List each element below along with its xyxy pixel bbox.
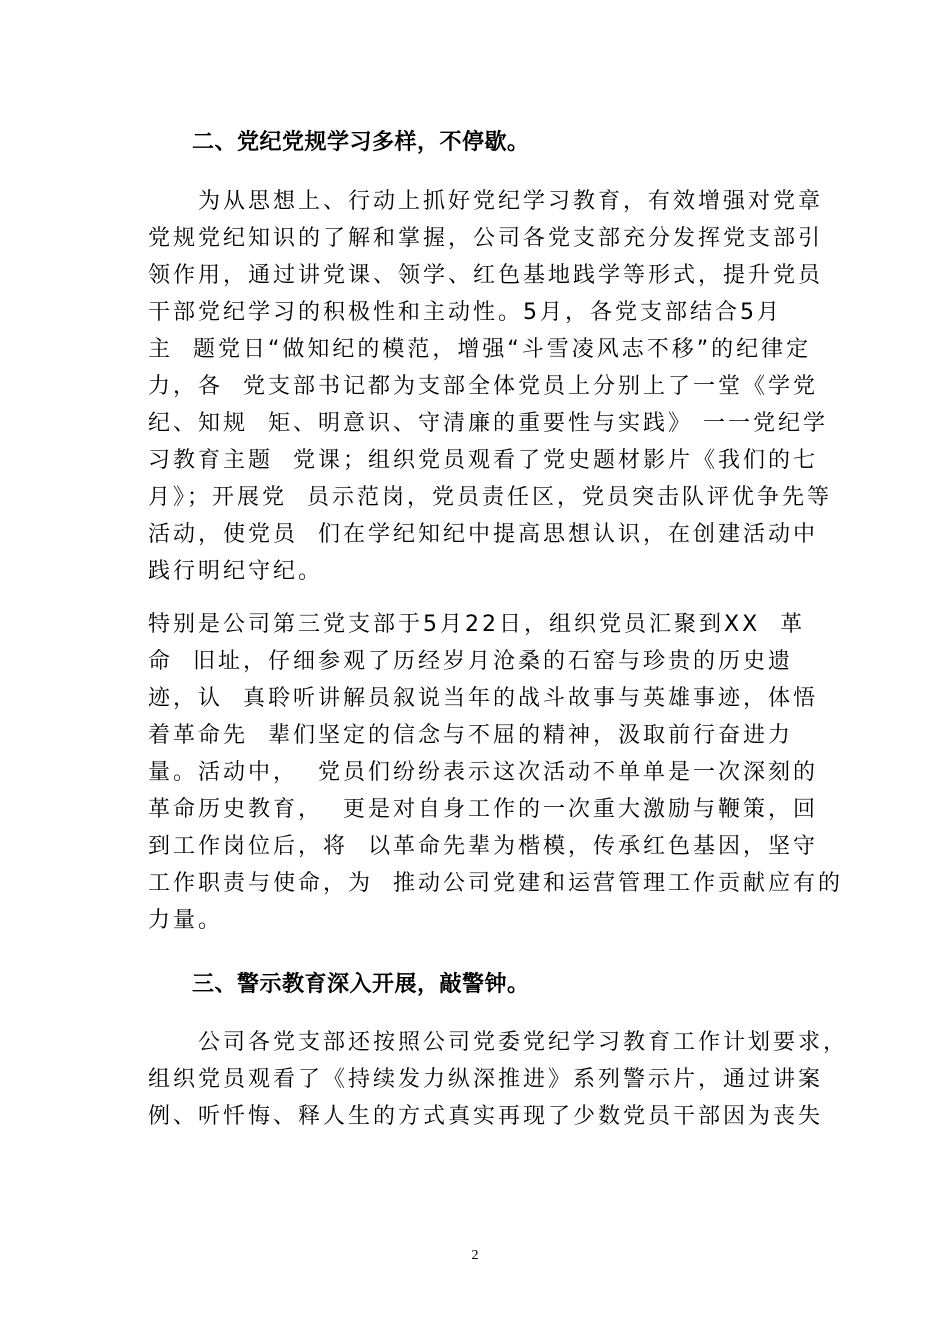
paragraph-line: 主 题党日“做知纪的模范，增强“斗雪凌风志不移”的纪律定 bbox=[148, 337, 812, 362]
section-heading-2: 二、党纪党规学习多样，不停歇。 bbox=[192, 130, 530, 155]
paragraph-line: 革命历史教育， 更是对自身工作的一次重大激励与鞭策，回 bbox=[148, 797, 818, 822]
paragraph-line: 着革命先 辈们坚定的信念与不屈的精神，汲取前行奋进力 bbox=[148, 723, 793, 748]
paragraph-line: 量。活动中， 党员们纷纷表示这次活动不单单是一次深刻的 bbox=[148, 760, 818, 785]
paragraph-line: 为从思想上、行动上抓好党纪学习教育，有效增强对党章 bbox=[198, 189, 824, 214]
paragraph-line: 月》；开展党 员示范岗，党员责任区，党员突击队评优争先等 bbox=[148, 485, 832, 510]
paragraph-line: 领作用，通过讲党课、领学、红色基地践学等形式，提升党员 bbox=[148, 263, 824, 288]
paragraph-line: 命 旧址，仔细参观了历经岁月沧桑的石窑与珍贵的历史遗 bbox=[148, 649, 793, 674]
paragraph-line: 迹，认 真聆听讲解员叙说当年的战斗故事与英雄事迹，体悟 bbox=[148, 686, 818, 711]
paragraph-line: 践行明纪守纪。 bbox=[148, 559, 324, 584]
paragraph-line: 力，各 党支部书记都为支部全体党员上分别上了一堂《学党 bbox=[148, 374, 818, 399]
paragraph-line: 例、听忏悔、释人生的方式真实再现了少数党员干部因为丧失 bbox=[148, 1104, 824, 1129]
paragraph-line: 力量。 bbox=[148, 908, 224, 933]
page-number: 2 bbox=[471, 1248, 479, 1263]
paragraph-line: 公司各党支部还按照公司党委党纪学习教育工作计划要求， bbox=[198, 1030, 849, 1055]
paragraph-line: 党规党纪知识的了解和掌握，公司各党支部充分发挥党支部引 bbox=[148, 226, 824, 251]
paragraph-line: 纪、知规 矩、明意识、守清廉的重要性与实践》 一一党纪学 bbox=[148, 411, 828, 436]
paragraph-line: 干部党纪学习的积极性和主动性。5月，各党支部结合5月 bbox=[148, 300, 782, 325]
paragraph-line: 组织党员观看了《持续发力纵深推进》系列警示片，通过讲案 bbox=[148, 1067, 824, 1092]
paragraph-line: 活动，使党员 们在学纪知纪中提高思想认识，在创建活动中 bbox=[148, 522, 818, 547]
paragraph-line: 到工作岗位后，将 以革命先辈为楷模，传承红色基因，坚守 bbox=[148, 834, 818, 859]
section-heading-3: 三、警示教育深入开展，敲警钟。 bbox=[192, 972, 530, 997]
paragraph-line: 工作职责与使命，为 推动公司党建和运营管理工作贡献应有的 bbox=[148, 871, 843, 896]
paragraph-line: 特别是公司第三党支部于5月22日，组织党员汇聚到XX 革 bbox=[148, 612, 806, 637]
paragraph-line: 习教育主题 党课；组织党员观看了党史题材影片《我们的七 bbox=[148, 448, 818, 473]
